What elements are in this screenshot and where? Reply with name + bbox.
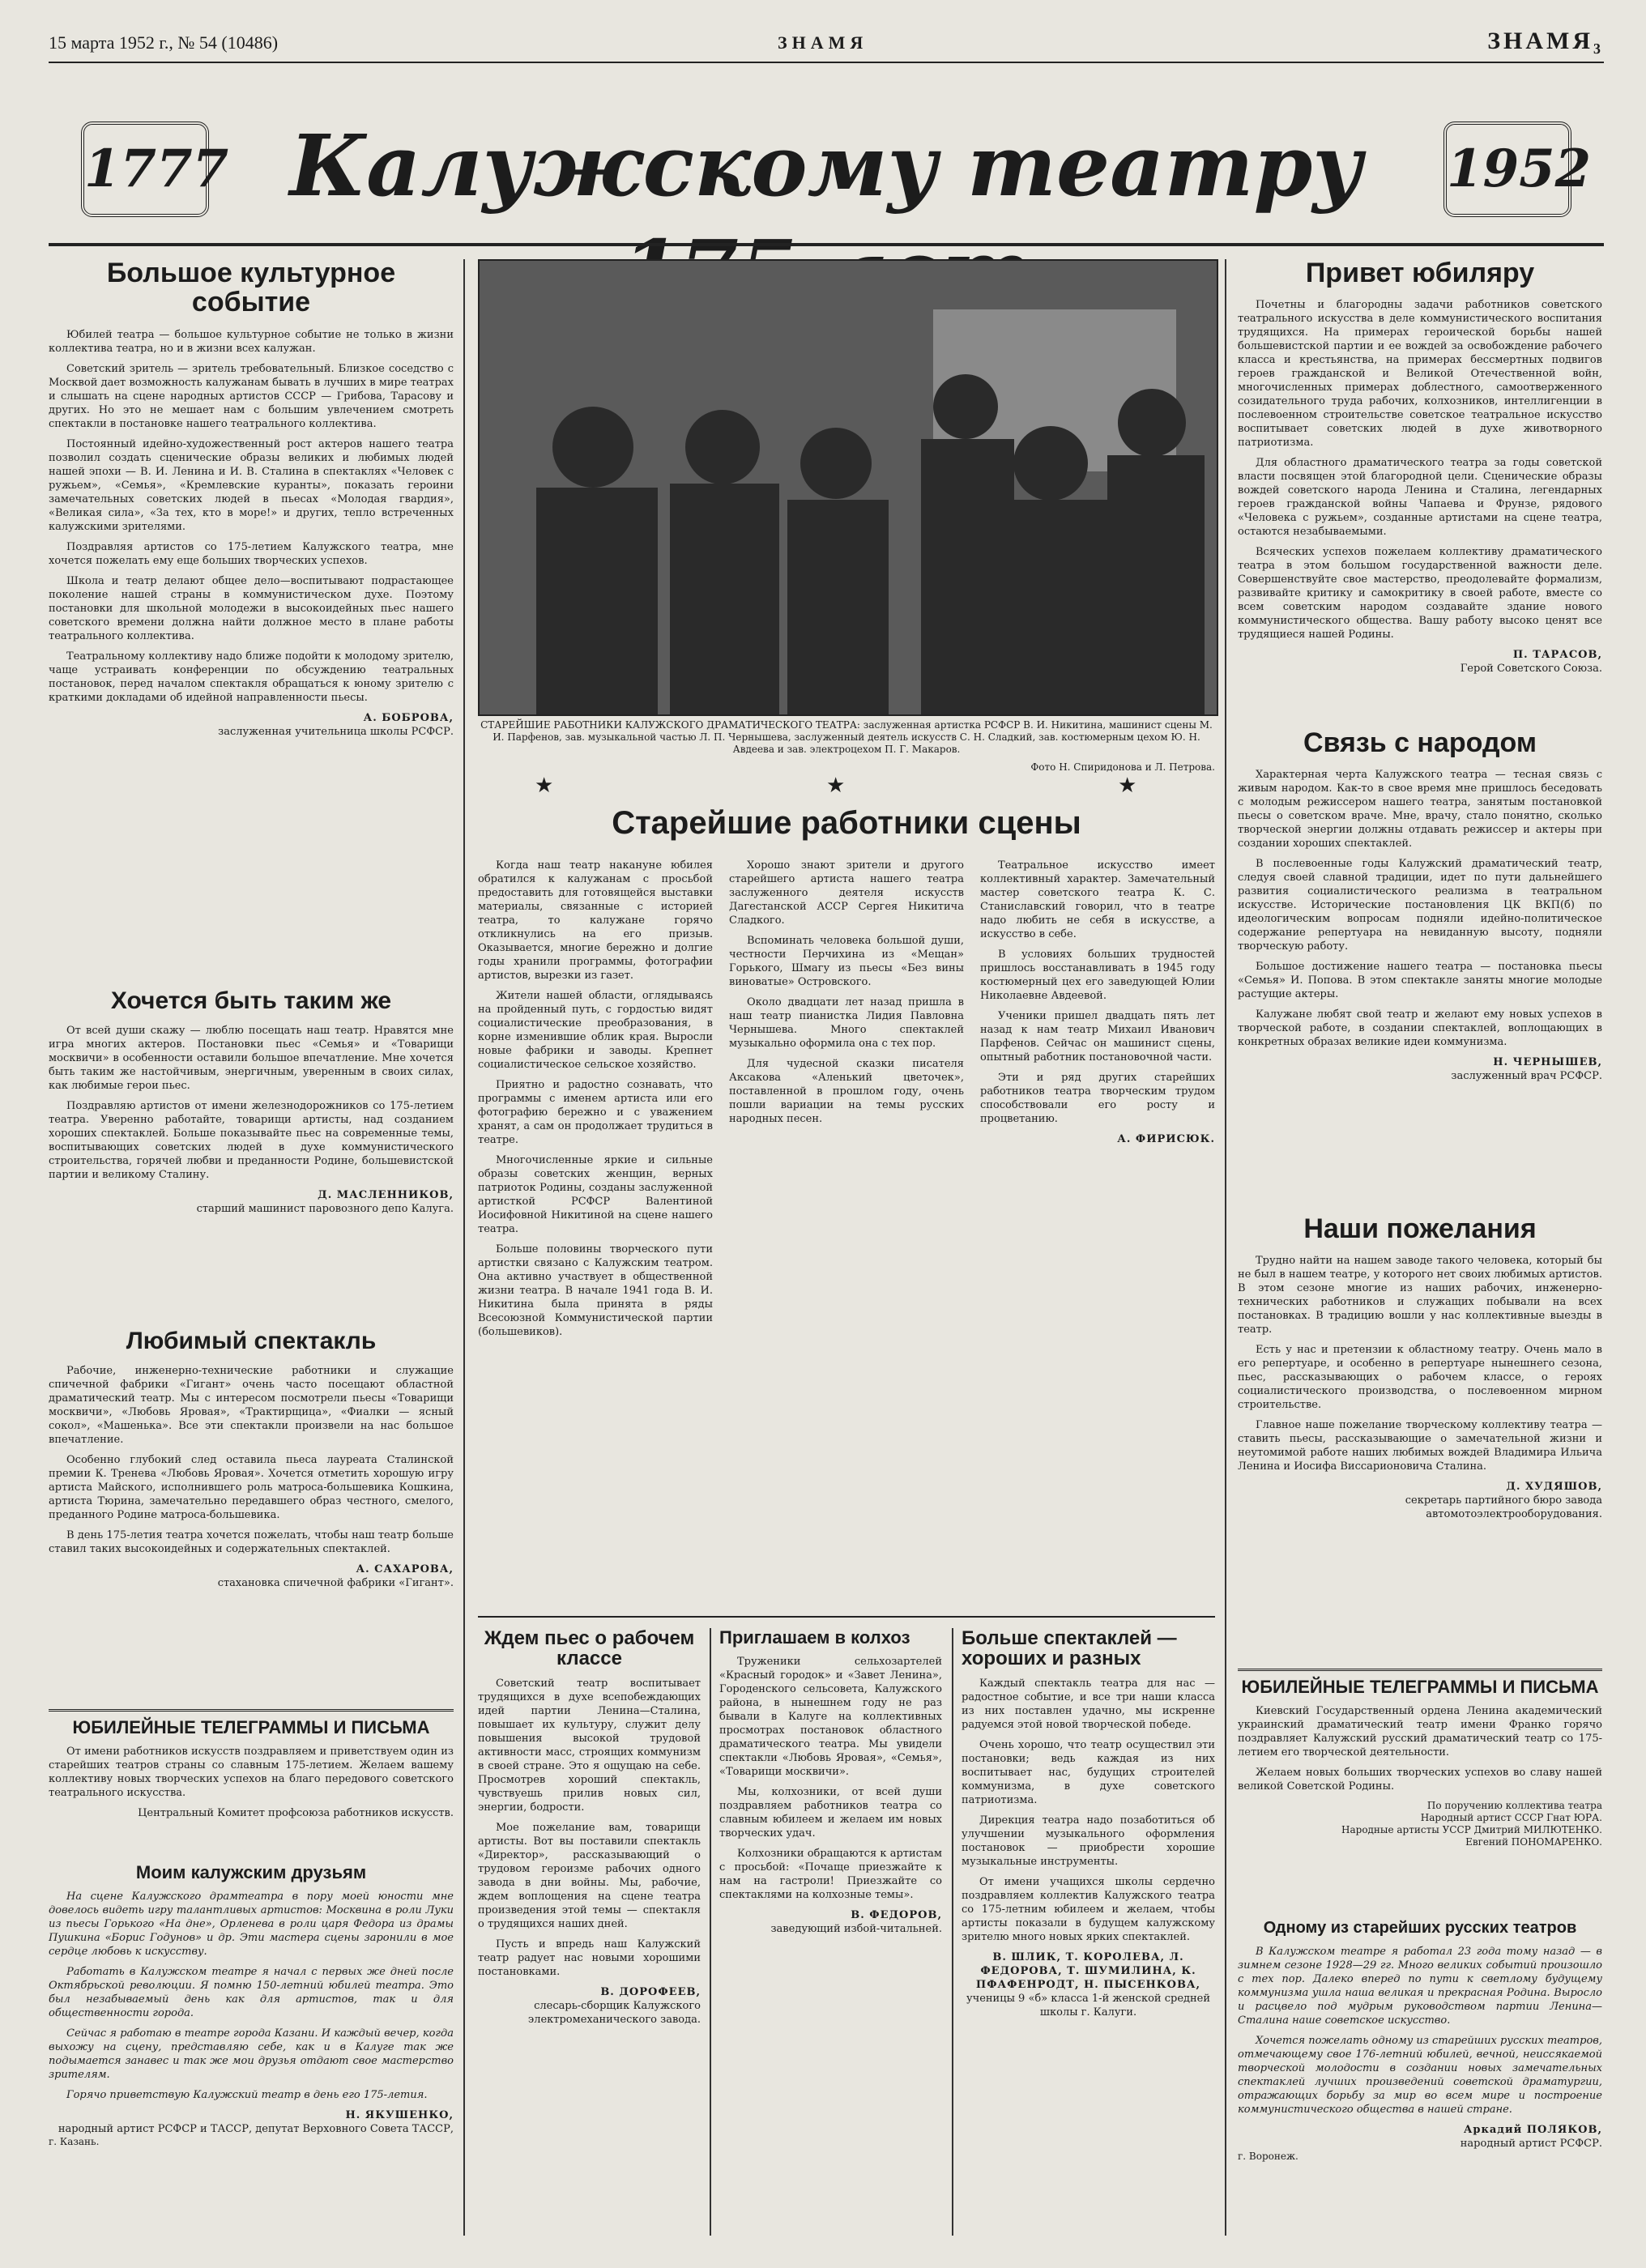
paragraph: Эти и ряд других старейших работников театра творческим трудом способствовали его росту и процветанию. xyxy=(980,1072,1215,1125)
banner-title: Калужскому театру xyxy=(289,116,1363,215)
article-title: Наши пожелания xyxy=(1303,1213,1537,1244)
star-icon: ★ xyxy=(535,774,554,798)
star-icon: ★ xyxy=(1118,774,1137,798)
signature-role: Герой Советского Союза. xyxy=(1460,662,1602,675)
paragraph: Всяческих успехов пожелаем коллективу драматического театра в этом большом государственной важности деле. Совершенствуйте свое мастерство, преодолевайте формализм, развивайте критику и самокритику в своей работе, вместе со всем советским народом создавайте здание нового коммунистического общества. Вашу работу высоко ценят все трудящиеся нашей Родины. xyxy=(1238,545,1602,641)
paragraph: От имени учащихся школы сердечно поздравляем коллектив Калужского театра со 175-летним юбилеем и желаем, чтобы артисты показали в будущем калужскому зрителю много новых ярких спектаклей. xyxy=(962,1876,1215,1944)
article-title: Больше спектаклей — хороших и разных xyxy=(962,1627,1177,1670)
signature-role: заслуженный врач РСФСР. xyxy=(1451,1069,1602,1082)
article-telegrams-left xyxy=(49,1709,454,1820)
signature-line: По поручению коллектива театра xyxy=(1426,1800,1602,1812)
paragraph: На сцене Калужского драмтеатра в пору моей юности мне довелось видеть игру талантливых артистов: Москвина в роли Луки из пьесы Горького «На дне», Орленева в роли царя Федора из драмы Пушкина «Борис Годунов» и др. Эти мастера сцены заронили в мое сердце любовь к искусству. xyxy=(49,1891,454,1959)
year-right-badge: 1952 xyxy=(1443,122,1571,217)
paragraph: Театральному коллективу надо ближе подойти к молодому зрителю, чаще устраивать конференции по обсуждению театральных постановок, перед началом спектакля обращаться к юному зрителю с краткими докладами об идейной направленности пьесы. xyxy=(49,650,454,705)
signature-role: народный артист РСФСР. xyxy=(1460,2138,1602,2150)
paragraph: Мы, колхозники, от всей души поздравляем работников театра со славным юбилеем и желаем им новых творческих удач. xyxy=(719,1786,942,1840)
article-greeting xyxy=(1238,259,1602,676)
section-rule xyxy=(478,1616,1215,1618)
paragraph: Хорошо знают зрители и другого старейшего артиста нашего театра заслуженного деятеля искусств Дагестанской АССР Сергея Никитича Сладкого. xyxy=(729,859,964,927)
paragraph: Работать в Калужском театре я начал с первых же дней после Октябрьской революции. Я помню 150-летний юбилей театра. Это был незабываемый день как для артистов, так и для общественности города. xyxy=(49,1966,454,2020)
article-more xyxy=(962,1628,1215,2019)
signature: Аркадий ПОЛЯКОВ, xyxy=(1463,2124,1602,2136)
paragraph: Больше половины творческого пути артистки связано с Калужским театром. Она активно участвует в общественной жизни театра. В начале 1941 года В. И. Никитина была принята в ряды Всесоюзной Коммунистической партии (большевиков). xyxy=(478,1243,713,1338)
city: г. Казань. xyxy=(49,2136,100,2148)
article-event xyxy=(49,259,454,739)
article-title-veterans: Старейшие работники сцены xyxy=(612,805,1081,841)
article-kolkhoz xyxy=(719,1628,942,1936)
paragraph: Очень хорошо, что театр осуществил эти постановки; ведь каждая из них воспитывает нас, будущих строителей коммунизма, в духе советского патриотизма. xyxy=(962,1739,1215,1807)
signature-role: слесарь-сборщик Калужского электромеханического завода. xyxy=(527,2000,701,2027)
paragraph: Мое пожелание вам, товарищи артисты. Вот вы поставили спектакль «Директор», рассказывающий о трудовом героизме рабочих одного завода в дни войны. Мы, рабочие, ждем воплощения на сцене театра произведения этой темы — спектакля о трудящихся наших дней. xyxy=(478,1822,701,1931)
paragraph: Есть у нас и претензии к областному театру. Очень мало в его репертуаре, и особенно в репертуаре нынешнего сезона, пьес, рассказывающих о рабочем классе, о героях социалистического производства, о послевоенном мирном строительстве. xyxy=(1238,1343,1602,1411)
paragraph: Рабочие, инженерно-технические работники и служащие спичечной фабрики «Гигант» очень часто посещают областной драматический театр. Мы с интересом посмотрели пьесы «Товарищи москвичи», «Любовь Яровая», «Трактирщица», «Фиалки — ясный сокол», «Машенька». Все эти спектакли произвели на нас большое впечатление. xyxy=(49,1364,454,1446)
paragraph: Многочисленные яркие и сильные образы советских женщин, верных патриоток Родины, созданы заслуженной артисткой РСФСР Валентиной Иосифовной Никитиной на сцене нашего театра. xyxy=(478,1154,713,1235)
paragraph: В послевоенные годы Калужский драматический театр, следуя своей славной традиции, идет по пути дальнейшего развития социалистического реализма в театральном искусстве. Исторические постановления ЦК ВКП(б) по идеологическим вопросам подняли идейно-политическое содержание репертуара на невиданную высоту, подняли творческую работу. xyxy=(1238,857,1602,953)
paragraph: Когда наш театр накануне юбилея обратился к калужанам с просьбой предоставить для готовящейся выставки материалы, связанные с историей театра, то калужане горячо откликнулись на его призыв. Оказывается, многие бережно и долгие годы хранили программы, фотографии артистов, вырезки из газет. xyxy=(478,859,713,982)
banner xyxy=(81,113,1592,235)
paragraph: Для чудесной сказки писателя Аксакова «Аленький цветочек», поставленной в прошлом году, очень пошли вариации на темы русских народных песен. xyxy=(729,1058,964,1125)
paragraph: Дирекция театра надо позаботиться об улучшении музыкального оформления постановок — приобрести хорошие музыкальные инструменты. xyxy=(962,1814,1215,1869)
article-title: Любимый спектакль xyxy=(126,1328,377,1354)
paragraph: Приятно и радостно сознавать, что программы с именем артиста или его фотографию бережно и с уважением хранят, а сам он продолжает трудиться в театре. xyxy=(478,1079,713,1146)
paragraph: Школа и театр делают общее дело—воспитывают подрастающее поколение нашей страны в коммунистическом духе. Поэтому постановки для школьной молодежи в высокоидейных пьес нашего советского времени должна найти должное место в плане работы театрального коллектива. xyxy=(49,575,454,643)
signature: В. ФЕДОРОВ, xyxy=(851,1909,942,1922)
signature-role: народный артист РСФСР и ТАССР, депутат Верховного Совета ТАССР, xyxy=(58,2123,454,2136)
paragraph: Колхозники обращаются к артистам с просьбой: «Почаще приезжайте к нам на гастроли! Приезжайте со спектаклями на колхозные темы». xyxy=(719,1848,942,1902)
photo-silhouettes xyxy=(480,261,1217,714)
article-wishes xyxy=(1238,1215,1602,1521)
veterans-column-2 xyxy=(729,859,964,1132)
article-want xyxy=(49,988,454,1216)
paragraph: В условиях больших трудностей пришлось восстанавливать в 1945 году костюмерный цех его заведующей Юлии Николаевне Авдеевой. xyxy=(980,949,1215,1002)
column-divider xyxy=(463,259,465,2236)
article-title: Привет юбиляру xyxy=(1305,258,1535,288)
paragraph: Большое достижение нашего театра — постановка пьесы «Семья» И. Попова. В этом спектакле заняты многие молодые растущие актеры. xyxy=(1238,960,1602,1000)
masthead-rule xyxy=(49,62,1604,63)
photo-caption: СТАРЕЙШИЕ РАБОТНИКИ КАЛУЖСКОГО ДРАМАТИЧЕСКОГО ТЕАТРА: заслуженная артистка РСФСР В. И. Никитина, машинист сцены М. И. Парфенов, зав. музыкальной частью Л. П. Чернышева, заслуженный деятель искусств С. Н. Сладкий, зав. костюмерным цехом Ю. Н. Авдеева и зав. электроцехом П. Г. Макаров. xyxy=(480,719,1213,755)
masthead xyxy=(49,28,1604,65)
signature-line: Народный артист СССР Гнат ЮРА. xyxy=(1420,1812,1602,1824)
paragraph: Для областного драматического театра за годы советской власти посвящен этой благородной цели. Сценические образы вождей советского народа Ленина и Сталина, легендарных героев гражданской войны Чапаева и Фрунзе, рядового «Человека с ружьем», созданные артистами на сцене театра, остаются незабываемыми. xyxy=(1238,456,1602,538)
article-favorite xyxy=(49,1328,454,1590)
signature: А. САХАРОВА, xyxy=(356,1562,454,1575)
group-photo xyxy=(478,259,1218,716)
city: г. Воронеж. xyxy=(1238,2151,1298,2162)
paragraph: Жители нашей области, оглядываясь на пройденный путь, с гордостью видят социалистические преобразования, в корне изменившие облик края. Выросли новые фабрики и заводы. Крепнет социалистическое сельское хозяйство. xyxy=(478,990,713,1071)
article-title: Моим калужским друзьям xyxy=(135,1862,367,1882)
paragraph: От всей души скажу — люблю посещать наш театр. Нравятся мне игра многих актеров. Постановки пьес «Семья» и «Товарищи москвичи» в особенности оставили большое впечатление. Мне хочется быть таким же настойчивым, энергичным, уверенным в своих силах, как любимые герои пьес. xyxy=(49,1024,454,1092)
paragraph: Пусть и впредь наш Калужский театр радует нас новыми хорошими постановками. xyxy=(478,1938,701,1979)
paragraph: В день 175-летия театра хочется пожелать, чтобы наш театр больше ставил таких высокоидейных и содержательных спектаклей. xyxy=(49,1528,454,1555)
paragraph: Поздравляю артистов от имени железнодорожников со 175-летием театра. Уверенно работайте, товарищи артисты, над созданием хороших спектаклей. Больше показывайте пьес на современные темы, воспитывающих советских людей в духе коммунистического строительства, горячей любви и преданности Родине, большевистской партии и великому Сталину. xyxy=(49,1099,454,1181)
article-people xyxy=(1238,729,1602,1083)
article-title: Одному из старейших русских театров xyxy=(1263,1919,1577,1937)
paragraph: Постоянный идейно-художественный рост актеров нашего театра позволил создать сценические образы великих и любимых людей нашей эпохи — В. И. Ленина и И. В. Сталина в спектаклях «Человек с ружьем», «Семья», «Кремлевские куранты», показать героини замечательных советских людей в пьесах «Молодая гвардия», «Великая сила», «За тех, кто в море!» и других, тепло встреченных калужскими зрителями. xyxy=(49,438,454,534)
paragraph: Главное наше пожелание творческому коллективу театра — ставить пьесы, рассказывающие о замечательной жизни и неутомимой работе наших любимых вождей Владимира Ильича Ленина и Иосифа Виссарионовича Сталина. xyxy=(1238,1418,1602,1473)
paragraph: Ученики пришел двадцать пять лет назад к нам театр Михаил Иванович Парфенов. Сейчас он машинист сцены, опытный работник постановочной части. xyxy=(980,1010,1215,1064)
paragraph: Юбилей театра — большое культурное событие не только в жизни коллектива театра, но и в жизни всех калужан. xyxy=(49,329,454,356)
paragraph: Особенно глубокий след оставила пьеса лауреата Сталинской премии К. Тренева «Любовь Яровая». Хочется отметить хорошую игру артиста Майского, исполнившего роль матроса-большевика Кошкина, артиста Тюрина, замечательно передавшего образ честного, смелого, преданного Родине матроса-большевика. xyxy=(49,1453,454,1521)
paragraph: Киевский Государственный ордена Ленина академический украинский драматический театр имени Франко горячо поздравляет Калужский русский драматический театр со 175-летием его творческой деятельности. xyxy=(1238,1705,1602,1759)
banner-rule xyxy=(49,243,1604,246)
veterans-column-1 xyxy=(478,859,713,1345)
signature: Центральный Комитет профсоюза работников искусств. xyxy=(138,1807,454,1820)
article-plays xyxy=(478,1628,701,2027)
paragraph: Калужане любят свой театр и желают ему новых успехов в творческой работе, в создании спектаклей, воплощающих в конкретных образах великие идеи коммунизма. xyxy=(1238,1008,1602,1048)
paragraph: В Калужском театре я работал 23 года тому назад — в зимнем сезоне 1928—29 гг. Много великих событий произошло с тех пор. Далеко вперед по пути к светлому будущему коммунизма ушла наша великая и прекрасная Родина. Выросло и расцвело под мудрым руководством партии Ленина—Сталина наше советское искусство. xyxy=(1238,1946,1602,2027)
article-title: Ждем пьес о рабочем классе xyxy=(484,1627,695,1670)
signature: Д. МАСЛЕННИКОВ, xyxy=(318,1188,454,1201)
paragraph: Поздравляя артистов со 175-летием Калужского театра, мне хочется пожелать ему еще больших творческих успехов. xyxy=(49,541,454,568)
paragraph: Вспоминать человека большой души, честности Перчихина из «Мещан» Горького, Шмагу из пьесы «Без вины виноватые» Островского. xyxy=(729,935,964,988)
article-title: Хочется быть таким же xyxy=(110,987,392,1014)
paragraph: Советский театр воспитывает трудящихся в духе всепобеждающих идей партии Ленина—Сталина, повышает их культуру, служит делу повышения высокой трудовой активности масс, строящих коммунизм в своей стране. Это я ощущаю на себе. Просмотрев хороший спектакль, чувствуешь прилив новых сил, энергии, бодрости. xyxy=(478,1678,701,1814)
column-divider xyxy=(710,1628,711,2236)
paragraph: Трудно найти на нашем заводе такого человека, который бы не был в нашем театре, у которого нет своих любимых артистов. В этом сезоне многие из наших рабочих, инженерно-технических работников и служащих побывали на всех постановках. В традицию вошли у нас коллективные выезды в театр. xyxy=(1238,1254,1602,1336)
signature-line: Народные артисты УССР Дмитрий МИЛЮТЕНКО. xyxy=(1341,1824,1602,1836)
signature-role: секретарь партийного бюро завода автомотоэлектрооборудования. xyxy=(1405,1494,1602,1520)
paragraph: Советский зритель — зритель требовательный. Близкое соседство с Москвой дает возможность калужанам бывать в лучших в мире театрах и слышать на сцене народных артистов СССР — Грибова, Тарасову и других. Но это не мешает нам с большим увлечением смотреть спектакли в постановке нашего театрального коллектива. xyxy=(49,363,454,431)
paragraph: От имени работников искусств поздравляем и приветствуем один из старейших театров страны со славным 175-летием. Желаем вашему коллективу новых творческих успехов на благо передового советского театрального искусства. xyxy=(49,1746,454,1800)
paragraph: Каждый спектакль театра для нас — радостное событие, и все три наши класса из них поставлен удачно, мы искренне радуемся этой новой творческой победе. xyxy=(962,1678,1215,1732)
signature: Н. ЧЕРНЫШЕВ, xyxy=(1493,1055,1602,1068)
signature: А. ФИРИСЮК. xyxy=(1117,1133,1215,1145)
article-title: Большое культурное событие xyxy=(106,258,396,318)
article-telegrams-right xyxy=(1238,1669,1602,1848)
signature-line: Евгений ПОНОМАРЕНКО. xyxy=(1465,1836,1602,1848)
signature-role: заслуженная учительница школы РСФСР. xyxy=(218,726,454,739)
article-title: ЮБИЛЕЙНЫЕ ТЕЛЕГРАММЫ И ПИСЬМА xyxy=(49,1709,454,1737)
signature-role: ученицы 9 «б» класса 1-й женской средней школы г. Калуги. xyxy=(966,1993,1211,2019)
signature: П. ТАРАСОВ, xyxy=(1512,648,1602,661)
paragraph: Характерная черта Калужского театра — тесная связь с живым народом. Как-то в свое время мне пришлось беседовать с молодым режиссером нашего театра, занятым постановкой пьесы о советском враче. Мне, врачу, стало понятно, сколько творческой энергии должны отдавать режиссер и актеры при создании хороших спектаклей. xyxy=(1238,768,1602,850)
column-divider xyxy=(1225,259,1226,2236)
paragraph: Сейчас я работаю в театре города Казани. И каждый вечер, когда выхожу на сцену, представляю себе, как и в Калуге так же подымается занавес и так же мои друзья отдают свое мастерство зрителям. xyxy=(49,2027,454,2082)
signature: А. БОБРОВА, xyxy=(363,712,454,725)
signature: Д. ХУДЯШОВ, xyxy=(1506,1480,1602,1493)
signature: Н. ЯКУШЕНКО, xyxy=(345,2109,454,2122)
article-title: Приглашаем в колхоз xyxy=(719,1627,910,1648)
signature-role: стахановка спичечной фабрики «Гигант». xyxy=(217,1576,454,1589)
paragraph: Около двадцати лет назад пришла в наш театр пианистка Лидия Павловна Чернышева. Много спектаклей музыкально оформила она с тех пор. xyxy=(729,996,964,1050)
article-oldest xyxy=(1238,1920,1602,2163)
page-label: ЗНАМЯ₃ xyxy=(1487,28,1604,54)
signature-role: старший машинист паровозного депо Калуга. xyxy=(196,1202,454,1215)
paragraph: Почетны и благородны задачи работников советского театрального искусства в деле коммунистического воспитания трудящихся. На примерах героической борьбы нашей большевистской партии и ее вождей за освобождение рабочего класса и крестьянства, на примерах бессмертных подвигов героев гражданской и Великой Отечественной войн, многочисленных примерах доблестного, самоотверженного созидательного труда рабочих, колхозников, интеллигенции в послевоенном строительстве советское театральное искусство воспитывает советских людей в духе животворного патриотизма. xyxy=(1238,298,1602,449)
veterans-column-3 xyxy=(980,859,1215,1146)
paragraph: Хочется пожелать одному из старейших русских театров, отмечающему свое 176-летний юбилей, вечной, неиссякаемой творческой молодости в создании новых замечательных спектаклей лучших произведений советской драматургии, отражающих борьбу за мир во всем мире и построение коммунистического общества в нашей стране. xyxy=(1238,2035,1602,2116)
article-title: Связь с народом xyxy=(1303,727,1537,758)
article-kaluga-friends xyxy=(49,1863,454,2148)
article-title: ЮБИЛЕЙНЫЕ ТЕЛЕГРАММЫ И ПИСЬМА xyxy=(1238,1669,1602,1696)
star-icon: ★ xyxy=(826,774,846,798)
signature: В. ШЛИК, Т. КОРОЛЕВА, Л. ФЕДОРОВА, Т. ШУМИЛИНА, К. ПФАФЕНРОДТ, Н. ПЫСЕНКОВА, xyxy=(975,1951,1201,1992)
paper-name: ЗНАМЯ xyxy=(778,32,868,53)
paragraph: Труженики сельхозартелей «Красный городок» и «Завет Ленина», Городенского сельсовета, Калужского района, в нынешнем году не раз бывали в Калуге на коллективных просмотрах постановок областного драматического театра. Мы увидели спектакли «Любовь Яровая», «Семья», «Товарищи москвичи». xyxy=(719,1656,942,1779)
paragraph: Желаем новых больших творческих успехов во славу нашей великой Советской Родины. xyxy=(1238,1767,1602,1793)
issue-date: 15 марта 1952 г., № 54 (10486) xyxy=(49,32,279,53)
signature: В. ДОРОФЕЕВ, xyxy=(600,1986,701,1999)
paragraph: Театральное искусство имеет коллективный характер. Замечательный мастер советского театра К. С. Станиславский говорил, что в театре надо любить не себя в искусстве, а искусство в себе. xyxy=(980,859,1215,940)
photo-credit: Фото Н. Спиридонова и Л. Петрова. xyxy=(1030,761,1215,773)
paragraph: Горячо приветствую Калужский театр в день его 175-летия. xyxy=(66,2089,428,2102)
year-left-badge: 1777 xyxy=(81,122,209,217)
signature-role: заведующий избой-читальней. xyxy=(770,1923,942,1936)
column-divider xyxy=(952,1628,953,2236)
